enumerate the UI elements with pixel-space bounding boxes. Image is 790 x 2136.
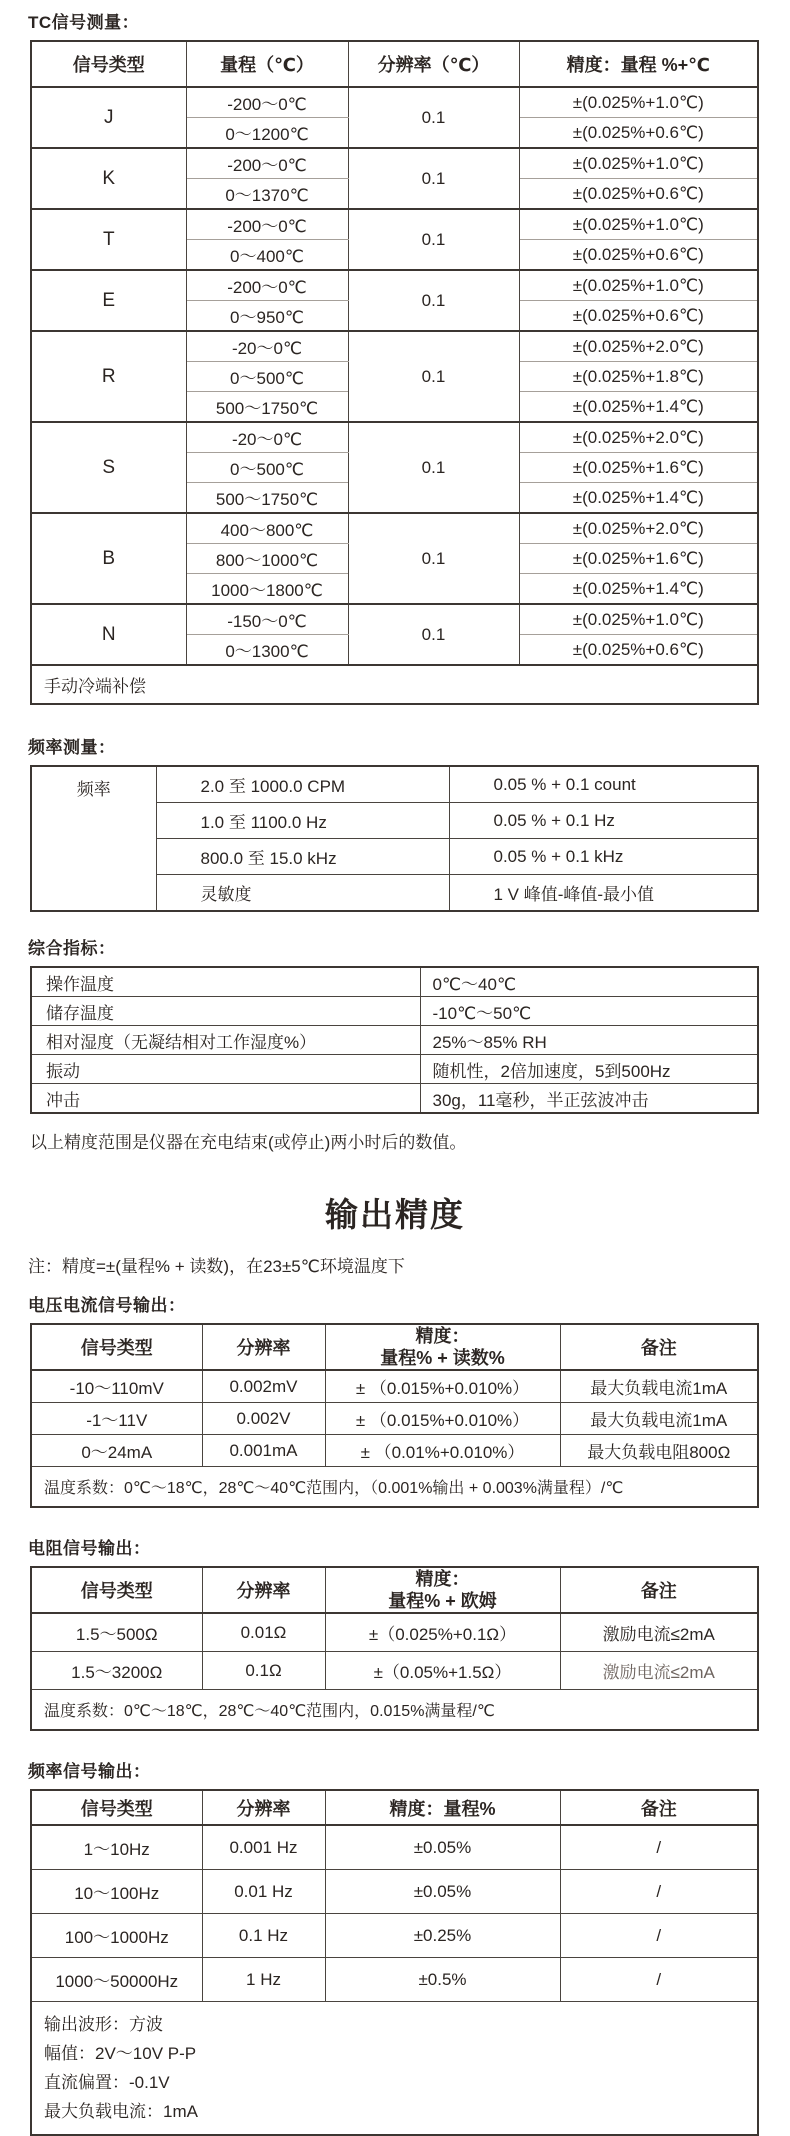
tc-accuracy: ±(0.025%+1.0℃)	[519, 87, 758, 118]
tc-accuracy: ±(0.025%+0.6℃)	[519, 179, 758, 210]
remark: 最大负载电阻800Ω	[560, 1435, 758, 1467]
tc-range: -150～0℃	[186, 604, 348, 635]
table-row	[31, 270, 758, 301]
output-accuracy-title: 输出精度	[325, 1196, 465, 1233]
frequency-output-table	[30, 1789, 759, 2136]
column-header: 信号类型	[31, 1567, 202, 1613]
remark: 激励电流≤2mA	[560, 1652, 758, 1690]
resolution: 0.1 Hz	[202, 1914, 325, 1958]
table-row	[31, 1690, 758, 1731]
spec-value: 25%～85% RH	[420, 1026, 758, 1055]
section-title-tc: TC信号测量：	[28, 13, 140, 32]
tc-type: K	[31, 148, 186, 209]
dc-offset-line: 直流偏置：-0.1V	[44, 2073, 170, 2092]
column-header: 信号类型	[31, 41, 186, 87]
table-header-row	[31, 1324, 758, 1370]
table-row	[31, 148, 758, 179]
tc-accuracy: ±(0.025%+2.0℃)	[519, 422, 758, 453]
tc-range: -200～0℃	[186, 87, 348, 118]
spec-label: 储存温度	[31, 997, 420, 1026]
tc-accuracy: ±(0.025%+1.4℃)	[519, 392, 758, 423]
section-title-frequency-measure: 频率测量：	[28, 738, 116, 757]
spec-value: -10℃～50℃	[420, 997, 758, 1026]
resolution: 0.01 Hz	[202, 1870, 325, 1914]
spec-value: 0℃～40℃	[420, 967, 758, 997]
column-header	[325, 1567, 560, 1613]
accuracy-range-note: 以上精度范围是仪器在充电结束(或停止)两小时后的数值。	[30, 1133, 467, 1152]
column-header: 分辨率	[202, 1790, 325, 1825]
tc-table	[30, 40, 759, 705]
table-row	[31, 1403, 758, 1435]
remark: /	[560, 1825, 758, 1870]
tc-range: 0～500℃	[186, 362, 348, 392]
accuracy: ±0.05%	[325, 1825, 560, 1870]
signal-type: -10～110mV	[31, 1370, 202, 1403]
column-header: 信号类型	[31, 1790, 202, 1825]
tc-type: R	[31, 331, 186, 422]
tc-range: 0～950℃	[186, 301, 348, 332]
resolution: 0.001mA	[202, 1435, 325, 1467]
tc-accuracy: ±(0.025%+1.6℃)	[519, 453, 758, 483]
table-row	[31, 1914, 758, 1958]
table-row	[31, 766, 758, 803]
frequency-measure-table	[30, 765, 759, 912]
tc-accuracy: ±(0.025%+1.0℃)	[519, 209, 758, 240]
table-header-row	[31, 1567, 758, 1613]
freq-range: 2.0 至 1000.0 CPM	[156, 766, 449, 803]
tc-accuracy: ±(0.025%+1.8℃)	[519, 362, 758, 392]
tc-range: 800～1000℃	[186, 544, 348, 574]
resolution: 1 Hz	[202, 1958, 325, 2002]
freq-range: 灵敏度	[156, 875, 449, 912]
tc-accuracy: ±(0.025%+0.6℃)	[519, 240, 758, 271]
spec-label: 相对湿度（无凝结相对工作湿度%）	[31, 1026, 420, 1055]
accuracy: ± （0.01%+0.010%）	[325, 1435, 560, 1467]
accuracy: ±0.25%	[325, 1914, 560, 1958]
accuracy: ±（0.025%+0.1Ω）	[325, 1613, 560, 1652]
table-row	[31, 1958, 758, 2002]
tc-range: -20～0℃	[186, 331, 348, 362]
signal-type: 1.5～500Ω	[31, 1613, 202, 1652]
freq-range: 800.0 至 15.0 kHz	[156, 839, 449, 875]
tc-resolution: 0.1	[348, 148, 519, 209]
table-row	[31, 1652, 758, 1690]
resolution: 0.001 Hz	[202, 1825, 325, 1870]
tc-accuracy: ±(0.025%+1.0℃)	[519, 148, 758, 179]
tc-accuracy: ±(0.025%+0.6℃)	[519, 635, 758, 666]
max-load-current-line: 最大负载电流：1mA	[44, 2102, 198, 2121]
tc-accuracy: ±(0.025%+0.6℃)	[519, 118, 758, 149]
tc-range: 400～800℃	[186, 513, 348, 544]
temperature-coefficient-note: 温度系数：0℃～18℃，28℃～40℃范围内，0.015%满量程/℃	[31, 1690, 758, 1731]
table-row	[31, 1467, 758, 1508]
tc-accuracy: ±(0.025%+1.4℃)	[519, 483, 758, 514]
table-row	[31, 1435, 758, 1467]
tc-type: B	[31, 513, 186, 604]
resolution: 0.01Ω	[202, 1613, 325, 1652]
output-accuracy-note: 注：精度=±(量程% + 读数)，在23±5℃环境温度下	[28, 1257, 405, 1276]
accuracy: ±0.05%	[325, 1870, 560, 1914]
spec-label: 振动	[31, 1055, 420, 1084]
remark: /	[560, 1870, 758, 1914]
tc-type: N	[31, 604, 186, 665]
column-header: 备注	[560, 1567, 758, 1613]
freq-label: 频率	[31, 766, 156, 911]
accuracy: ± （0.015%+0.010%）	[325, 1403, 560, 1435]
tc-resolution: 0.1	[348, 513, 519, 604]
tc-resolution: 0.1	[348, 270, 519, 331]
signal-type: 100～1000Hz	[31, 1914, 202, 1958]
freq-spec: 0.05 % + 0.1 kHz	[449, 839, 758, 875]
spec-label: 操作温度	[31, 967, 420, 997]
signal-type: 0～24mA	[31, 1435, 202, 1467]
table-row	[31, 1613, 758, 1652]
tc-range: 0～500℃	[186, 453, 348, 483]
tc-type: S	[31, 422, 186, 513]
column-header: 分辨率	[202, 1324, 325, 1370]
tc-range: 0～1300℃	[186, 635, 348, 666]
signal-type: 1.5～3200Ω	[31, 1652, 202, 1690]
table-row	[31, 1825, 758, 1870]
tc-accuracy: ±(0.025%+2.0℃)	[519, 331, 758, 362]
tc-range: 500～1750℃	[186, 483, 348, 514]
signal-type: -1～11V	[31, 1403, 202, 1435]
freq-spec: 0.05 % + 0.1 count	[449, 766, 758, 803]
remark: 激励电流≤2mA	[560, 1613, 758, 1652]
tc-accuracy: ±(0.025%+0.6℃)	[519, 301, 758, 332]
tc-range: 0～400℃	[186, 240, 348, 271]
column-header: 量程（℃）	[186, 41, 348, 87]
tc-range: -200～0℃	[186, 270, 348, 301]
resistance-output-table	[30, 1566, 759, 1731]
tc-type: E	[31, 270, 186, 331]
remark: /	[560, 1958, 758, 2002]
tc-range: 1000～1800℃	[186, 574, 348, 605]
tc-type: J	[31, 87, 186, 148]
freq-range: 1.0 至 1100.0 Hz	[156, 803, 449, 839]
tc-resolution: 0.1	[348, 331, 519, 422]
table-row	[31, 513, 758, 544]
table-row	[31, 2002, 758, 2136]
amplitude-line: 幅值：2V～10V P-P	[44, 2044, 197, 2063]
accuracy: ±（0.05%+1.5Ω）	[325, 1652, 560, 1690]
tc-accuracy: ±(0.025%+1.0℃)	[519, 604, 758, 635]
tc-resolution: 0.1	[348, 87, 519, 148]
resolution: 0.002mV	[202, 1370, 325, 1403]
tc-type: T	[31, 209, 186, 270]
tc-resolution: 0.1	[348, 209, 519, 270]
output-waveform-line: 输出波形：方波	[44, 2015, 163, 2034]
table-row	[31, 997, 758, 1026]
remark: 最大负载电流1mA	[560, 1370, 758, 1403]
section-title-voltage-current-output: 电压电流信号输出：	[28, 1296, 186, 1315]
tc-range: 0～1370℃	[186, 179, 348, 210]
tc-accuracy: ±(0.025%+1.0℃)	[519, 270, 758, 301]
tc-range: 500～1750℃	[186, 392, 348, 423]
freq-spec: 1 V 峰值-峰值-最小值	[449, 875, 758, 912]
column-header: 信号类型	[31, 1324, 202, 1370]
tc-footer-note: 手动冷端补偿	[31, 665, 758, 704]
tc-range: 0～1200℃	[186, 118, 348, 149]
output-waveform-notes	[31, 2002, 758, 2136]
column-header: 精度：量程 %+℃	[519, 41, 758, 87]
column-header: 备注	[560, 1324, 758, 1370]
accuracy-header-line2: 量程% + 欧姆	[388, 1591, 497, 1611]
tc-accuracy: ±(0.025%+2.0℃)	[519, 513, 758, 544]
section-title-general: 综合指标：	[28, 939, 116, 958]
accuracy-header-line2: 量程% + 读数%	[380, 1348, 505, 1368]
table-row	[31, 604, 758, 635]
column-header: 精度：量程%	[325, 1790, 560, 1825]
table-row	[31, 1055, 758, 1084]
table-row	[31, 209, 758, 240]
accuracy: ± （0.015%+0.010%）	[325, 1370, 560, 1403]
temperature-coefficient-note: 温度系数：0℃～18℃，28℃～40℃范围内，（0.001%输出 + 0.003%满量程）/℃	[31, 1467, 758, 1508]
tc-range: -20～0℃	[186, 422, 348, 453]
table-row	[31, 1026, 758, 1055]
tc-accuracy: ±(0.025%+1.6℃)	[519, 544, 758, 574]
spec-value: 随机性，2倍加速度，5到500Hz	[420, 1055, 758, 1084]
voltage-current-output-table	[30, 1323, 759, 1508]
spec-value: 30g，11毫秒，半正弦波冲击	[420, 1084, 758, 1114]
resolution: 0.1Ω	[202, 1652, 325, 1690]
signal-type: 1～10Hz	[31, 1825, 202, 1870]
accuracy-header-line1: 精度：	[415, 1326, 470, 1346]
table-header-row	[31, 41, 758, 87]
section-title-frequency-output: 频率信号输出：	[28, 1762, 151, 1781]
section-title-resistance-output: 电阻信号输出：	[28, 1539, 151, 1558]
table-header-row	[31, 1790, 758, 1825]
signal-type: 10～100Hz	[31, 1870, 202, 1914]
tc-range: -200～0℃	[186, 209, 348, 240]
remark: 最大负载电流1mA	[560, 1403, 758, 1435]
table-row	[31, 967, 758, 997]
tc-accuracy: ±(0.025%+1.4℃)	[519, 574, 758, 605]
column-header	[325, 1324, 560, 1370]
column-header: 分辨率（℃）	[348, 41, 519, 87]
table-row	[31, 1870, 758, 1914]
resolution: 0.002V	[202, 1403, 325, 1435]
table-row	[31, 1370, 758, 1403]
spec-label: 冲击	[31, 1084, 420, 1114]
table-row	[31, 665, 758, 704]
table-row	[31, 87, 758, 118]
signal-type: 1000～50000Hz	[31, 1958, 202, 2002]
general-specs-table	[30, 966, 759, 1114]
accuracy: ±0.5%	[325, 1958, 560, 2002]
column-header: 备注	[560, 1790, 758, 1825]
tc-resolution: 0.1	[348, 604, 519, 665]
table-row	[31, 422, 758, 453]
column-header: 分辨率	[202, 1567, 325, 1613]
accuracy-header-line1: 精度：	[415, 1569, 470, 1589]
table-row	[31, 1084, 758, 1114]
freq-spec: 0.05 % + 0.1 Hz	[449, 803, 758, 839]
remark: /	[560, 1914, 758, 1958]
table-row	[31, 331, 758, 362]
tc-range: -200～0℃	[186, 148, 348, 179]
tc-resolution: 0.1	[348, 422, 519, 513]
